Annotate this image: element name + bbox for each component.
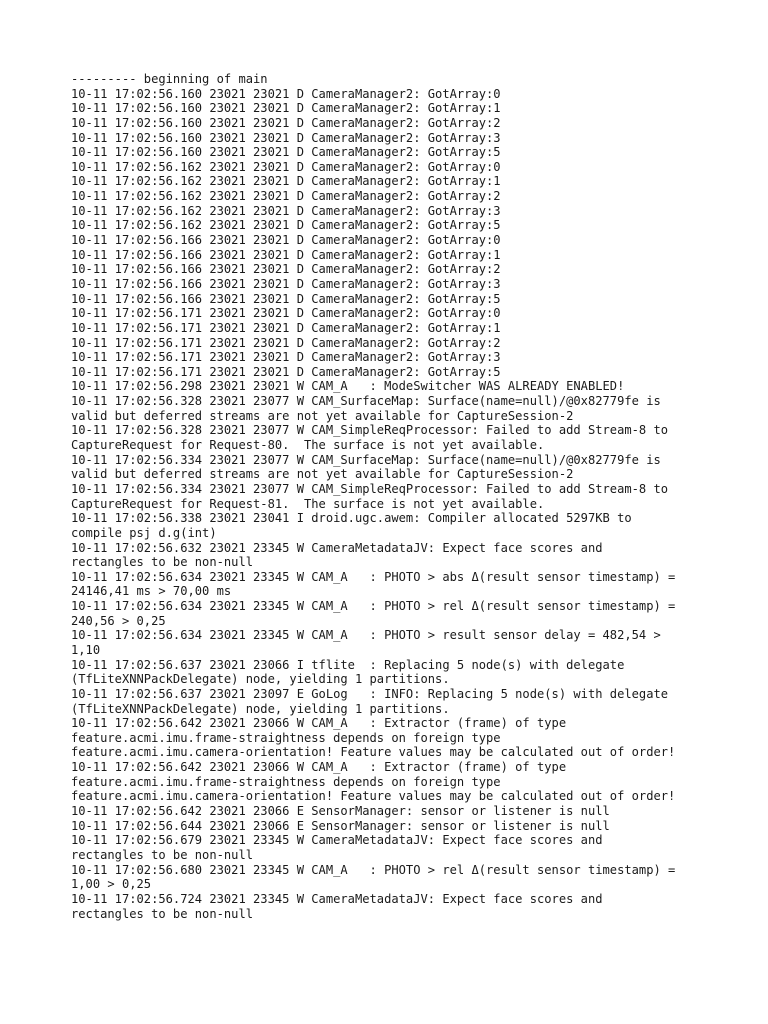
log-line: 10-11 17:02:56.160 23021 23021 D CameraManager2: GotArray:0 [71,86,501,101]
log-line: 10-11 17:02:56.642 23021 23066 W CAM_A : Extractor (frame) of type [71,760,567,775]
log-line: 10-11 17:02:56.160 23021 23021 D CameraManager2: GotArray:5 [71,145,501,160]
log-line: 1,10 [71,642,101,657]
log-line: 10-11 17:02:56.298 23021 23021 W CAM_A : ModeSwitcher WAS ALREADY ENABLED! [71,379,625,394]
log-line: feature.acmi.imu.frame-straightness depends on foreign type [71,774,501,789]
log-line: feature.acmi.imu.camera-orientation! Feature values may be calculated out of order! [71,745,676,760]
log-line: CaptureRequest for Request-81. The surface is not yet available. [71,496,545,511]
log-line: 10-11 17:02:56.162 23021 23021 D CameraManager2: GotArray:5 [71,218,501,233]
log-line: 10-11 17:02:56.644 23021 23066 E SensorManager: sensor or listener is null [71,818,610,833]
log-line: 10-11 17:02:56.724 23021 23345 W CameraMetadataJV: Expect face scores and [71,891,603,906]
log-line: 10-11 17:02:56.166 23021 23021 D CameraManager2: GotArray:3 [71,276,501,291]
log-line: --------- beginning of main [71,72,268,86]
log-line: 10-11 17:02:56.632 23021 23345 W CameraMetadataJV: Expect face scores and [71,540,603,555]
log-line: 10-11 17:02:56.171 23021 23021 D CameraManager2: GotArray:1 [71,320,501,335]
log-line: 10-11 17:02:56.334 23021 23077 W CAM_SurfaceMap: Surface(name=null)/@0x82779fe is [71,452,661,467]
log-line: 10-11 17:02:56.334 23021 23077 W CAM_SimpleReqProcessor: Failed to add Stream-8 to [71,481,669,496]
log-line: valid but deferred streams are not yet available for CaptureSession-2 [71,408,574,423]
log-line: 1,00 > 0,25 [71,877,152,892]
log-line: compile psj d.g(int) [71,525,217,540]
log-line: 10-11 17:02:56.642 23021 23066 W CAM_A : Extractor (frame) of type [71,716,567,731]
log-line: 10-11 17:02:56.160 23021 23021 D CameraManager2: GotArray:1 [71,101,501,116]
log-line: 10-11 17:02:56.162 23021 23021 D CameraManager2: GotArray:2 [71,189,501,204]
log-line: rectangles to be non-null [71,847,254,862]
log-text-block [71,72,711,921]
log-line: 10-11 17:02:56.162 23021 23021 D CameraManager2: GotArray:1 [71,174,501,189]
log-line: valid but deferred streams are not yet available for CaptureSession-2 [71,467,574,482]
log-line: 10-11 17:02:56.171 23021 23021 D CameraManager2: GotArray:0 [71,306,501,321]
log-line: CaptureRequest for Request-80. The surface is not yet available. [71,438,545,453]
log-line: feature.acmi.imu.camera-orientation! Feature values may be calculated out of order! [71,789,676,804]
log-line: 10-11 17:02:56.166 23021 23021 D CameraManager2: GotArray:2 [71,262,501,277]
log-line: 240,56 > 0,25 [71,613,166,628]
log-line: (TfLiteXNNPackDelegate) node, yielding 1 partitions. [71,701,450,716]
log-line: 10-11 17:02:56.328 23021 23077 W CAM_SimpleReqProcessor: Failed to add Stream-8 to [71,423,669,438]
log-line: (TfLiteXNNPackDelegate) node, yielding 1 partitions. [71,672,450,687]
log-line: 10-11 17:02:56.166 23021 23021 D CameraManager2: GotArray:5 [71,291,501,306]
log-line: 10-11 17:02:56.171 23021 23021 D CameraManager2: GotArray:5 [71,364,501,379]
log-line: 10-11 17:02:56.680 23021 23345 W CAM_A : PHOTO > rel Δ(result sensor timestamp) = [71,862,676,877]
log-line: 10-11 17:02:56.634 23021 23345 W CAM_A : PHOTO > result sensor delay = 482,54 > [71,628,661,643]
log-line: 10-11 17:02:56.634 23021 23345 W CAM_A : PHOTO > rel Δ(result sensor timestamp) = [71,599,676,614]
log-line: 10-11 17:02:56.160 23021 23021 D CameraManager2: GotArray:2 [71,115,501,130]
log-line: 10-11 17:02:56.642 23021 23066 E SensorManager: sensor or listener is null [71,804,610,819]
log-line: 10-11 17:02:56.679 23021 23345 W CameraMetadataJV: Expect face scores and [71,833,603,848]
log-line: 10-11 17:02:56.634 23021 23345 W CAM_A : PHOTO > abs Δ(result sensor timestamp) = [71,569,676,584]
log-line: 10-11 17:02:56.160 23021 23021 D CameraManager2: GotArray:3 [71,130,501,145]
log-line: 24146,41 ms > 70,00 ms [71,584,232,599]
log-line: rectangles to be non-null [71,906,254,921]
log-line: 10-11 17:02:56.637 23021 23097 E GoLog : INFO: Replacing 5 node(s) with delegate [71,686,669,701]
log-line: 10-11 17:02:56.171 23021 23021 D CameraManager2: GotArray:2 [71,335,501,350]
log-line: 10-11 17:02:56.338 23021 23041 I droid.ugc.awem: Compiler allocated 5297KB to [71,511,632,526]
log-line: 10-11 17:02:56.637 23021 23066 I tflite : Replacing 5 node(s) with delegate [71,657,625,672]
log-line: 10-11 17:02:56.171 23021 23021 D CameraManager2: GotArray:3 [71,350,501,365]
log-line: 10-11 17:02:56.328 23021 23077 W CAM_SurfaceMap: Surface(name=null)/@0x82779fe is [71,394,661,409]
log-document [71,72,711,921]
log-line: 10-11 17:02:56.162 23021 23021 D CameraManager2: GotArray:0 [71,159,501,174]
log-line: 10-11 17:02:56.162 23021 23021 D CameraManager2: GotArray:3 [71,203,501,218]
log-line: rectangles to be non-null [71,555,254,570]
log-line: 10-11 17:02:56.166 23021 23021 D CameraManager2: GotArray:0 [71,233,501,248]
log-line: 10-11 17:02:56.166 23021 23021 D CameraManager2: GotArray:1 [71,247,501,262]
log-line: feature.acmi.imu.frame-straightness depends on foreign type [71,730,501,745]
